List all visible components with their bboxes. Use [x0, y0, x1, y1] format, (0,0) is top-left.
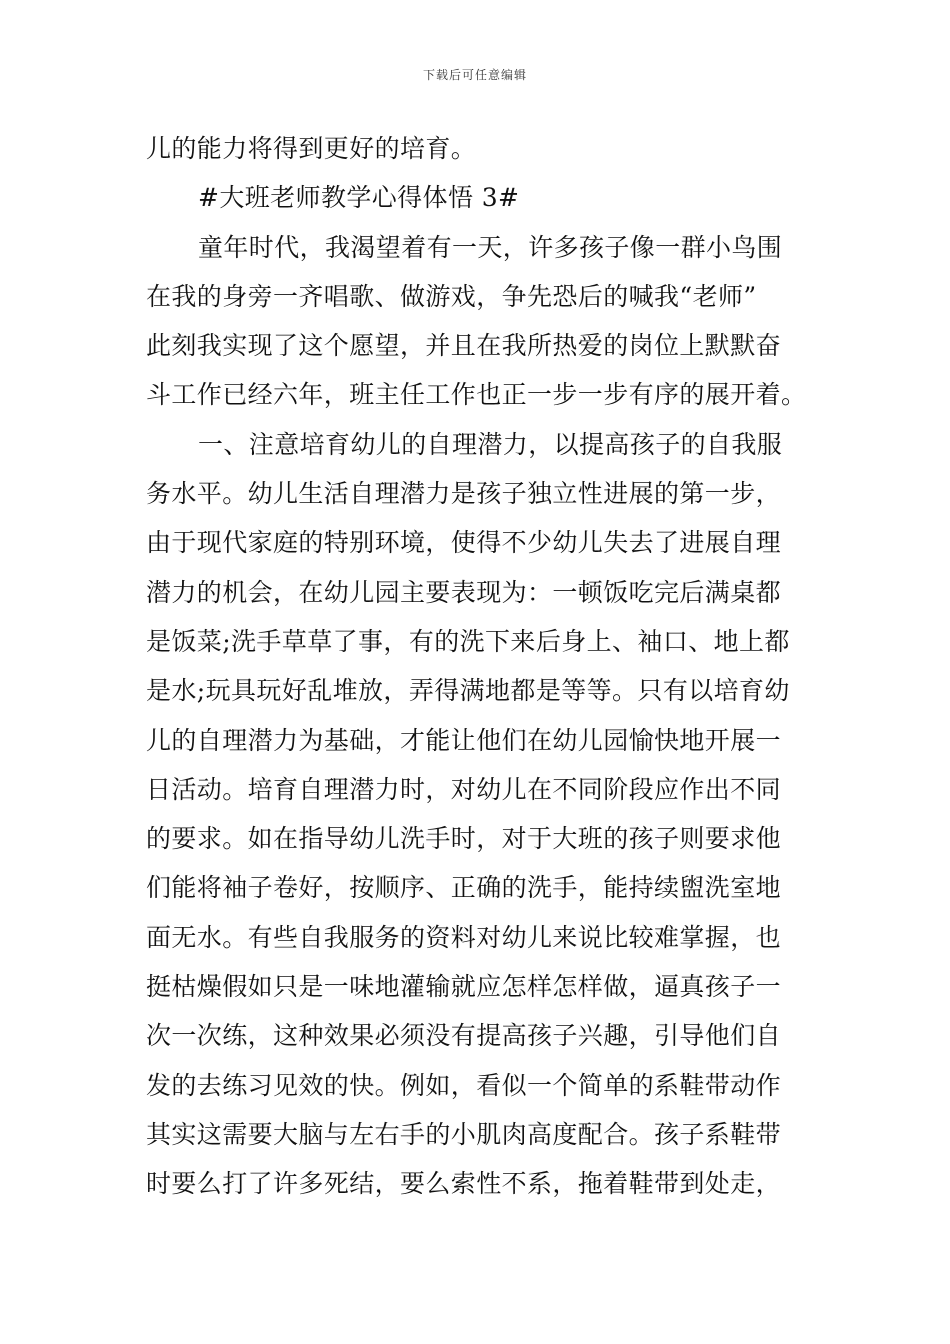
text-line: 儿的能力将得到更好的培育。 [146, 134, 477, 163]
text-line: 斗工作已经六年，班主任工作也正一步一步有序的展开着。 [146, 380, 807, 410]
text-line: 潜力的机会，在幼儿园主要表现为：一顿饭吃完后满桌都 [146, 577, 782, 607]
section-heading: #大班老师教学心得体悟 3# [198, 183, 520, 213]
paragraph-start: 一、注意培育幼儿的自理潜力，以提高孩子的自我服 [198, 429, 783, 459]
text-line: 在我的身旁一齐唱歌、做游戏，争先恐后的喊我“老师” [146, 281, 757, 311]
text-line: 的要求。如在指导幼儿洗手时，对于大班的孩子则要求他 [146, 824, 782, 854]
text-line: 次一次练，这种效果必须没有提高孩子兴趣，引导他们自 [146, 1021, 782, 1051]
text-line: 其实这需要大脑与左右手的小肌肉高度配合。孩子系鞋带 [146, 1119, 782, 1149]
page-header: 下载后可任意编辑 [422, 68, 527, 82]
text-line: 们能将袖子卷好，按顺序、正确的洗手，能持续盥洗室地 [146, 873, 782, 903]
text-line: 发的去练习见效的快。例如，看似一个简单的系鞋带动作 [146, 1070, 782, 1100]
text-line: 日活动。培育自理潜力时，对幼儿在不同阶段应作出不同 [146, 774, 782, 804]
text-line: 面无水。有些自我服务的资料对幼儿来说比较难掌握，也 [146, 922, 782, 952]
text-line: 挺枯燥假如只是一味地灌输就应怎样怎样做，逼真孩子一 [146, 972, 782, 1002]
text-line: 是饭菜;洗手草草了事，有的洗下来后身上、袖口、地上都 [146, 626, 790, 656]
text-line: 是水;玩具玩好乱堆放，弄得满地都是等等。只有以培育幼 [146, 676, 790, 706]
body-text [146, 124, 808, 1209]
text-line: 时要么打了许多死结，要么索性不系，拖着鞋带到处走， [146, 1169, 782, 1199]
text-line: 务水平。幼儿生活自理潜力是孩子独立性进展的第一步， [146, 479, 782, 509]
text-line: 儿的自理潜力为基础，才能让他们在幼儿园愉快地开展一 [146, 725, 782, 755]
text-line: 此刻我实现了这个愿望，并且在我所热爱的岗位上默默奋 [146, 331, 782, 361]
text-line: 由于现代家庭的特别环境，使得不少幼儿失去了进展自理 [146, 528, 782, 558]
paragraph-start: 童年时代，我渴望着有一天，许多孩子像一群小鸟围 [198, 232, 783, 262]
